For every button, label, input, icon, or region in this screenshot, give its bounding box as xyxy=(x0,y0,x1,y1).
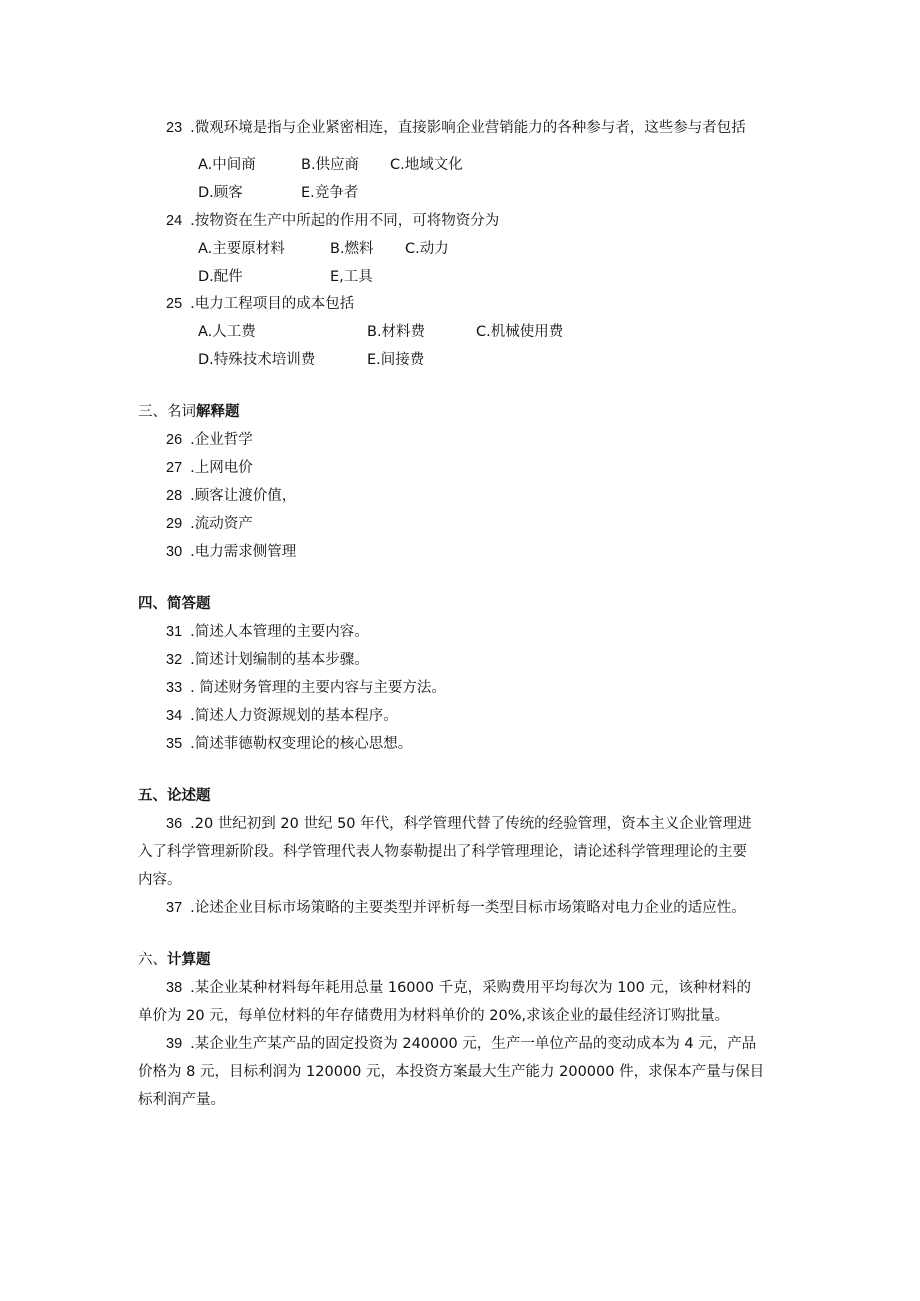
essay-37 xyxy=(166,898,746,918)
calc-39-line3: 标利润产量。 xyxy=(138,1092,225,1108)
question-text: .某企业某种材料每年耗用总量 16000 千克，采购费用平均每次为 100 元，该种材料的 xyxy=(190,980,751,996)
question-text: . 简述财务管理的主要内容与主要方法。 xyxy=(190,680,446,696)
question-number: 33 xyxy=(166,680,183,696)
section-heading-calc xyxy=(138,950,211,970)
question-text: .流动资产 xyxy=(190,516,253,532)
section-heading-essay: 五、论述题 xyxy=(138,788,211,804)
question-number: 30 xyxy=(166,544,183,560)
calc-39-line1 xyxy=(166,1034,756,1054)
term-29 xyxy=(166,514,253,534)
heading-bold: 解释题 xyxy=(196,404,240,420)
question-number: 37 xyxy=(166,900,183,916)
section-heading-short-answer: 四、简答题 xyxy=(138,596,211,612)
term-28 xyxy=(166,486,296,506)
essay-36-line2: 入了科学管理新阶段。科学管理代表人物泰勒提出了科学管理理论，请论述科学管理理论的主要 xyxy=(138,844,747,860)
option-a: A.中间商 xyxy=(198,157,256,173)
question-23 xyxy=(166,118,746,138)
question-text: .上网电价 xyxy=(190,460,253,476)
question-text: .简述计划编制的基本步骤。 xyxy=(190,652,369,668)
calc-38-line1 xyxy=(166,978,751,998)
question-text: .按物资在生产中所起的作用不同，可将物资分为 xyxy=(190,213,500,229)
question-number: 31 xyxy=(166,624,183,640)
option-c: C.地域文化 xyxy=(390,157,463,173)
question-number: 28 xyxy=(166,488,183,504)
option-c: C.机械使用费 xyxy=(476,324,564,340)
short-answer-34 xyxy=(166,706,398,726)
question-number: 38 xyxy=(166,980,183,996)
short-answer-35 xyxy=(166,734,412,754)
question-text: .电力工程项目的成本包括 xyxy=(190,296,355,312)
term-26 xyxy=(166,430,253,450)
calc-38-line2: 单价为 20 元，每单位材料的年存储费用为材料单价的 20%,求该企业的最佳经济订购批量。 xyxy=(138,1008,730,1024)
essay-36-line1 xyxy=(166,814,752,834)
question-number: 26 xyxy=(166,432,183,448)
question-number: 23 xyxy=(166,120,183,136)
option-c: C.动力 xyxy=(405,241,449,257)
question-number: 34 xyxy=(166,708,183,724)
short-answer-31 xyxy=(166,622,369,642)
question-24 xyxy=(166,211,499,231)
question-25 xyxy=(166,294,354,314)
question-number: 39 xyxy=(166,1036,183,1052)
question-number: 27 xyxy=(166,460,183,476)
question-number: 25 xyxy=(166,296,183,312)
option-b: B.材料费 xyxy=(367,324,426,340)
essay-36-line3: 内容。 xyxy=(138,872,182,888)
option-d: D.配件 xyxy=(198,269,243,285)
heading-prefix: 六、 xyxy=(138,952,167,968)
option-b: B.供应商 xyxy=(301,157,360,173)
short-answer-33 xyxy=(166,678,446,698)
option-a: A.主要原材料 xyxy=(198,241,285,257)
option-d: D.顾客 xyxy=(198,185,243,201)
question-number: 29 xyxy=(166,516,183,532)
short-answer-32 xyxy=(166,650,369,670)
question-text: .简述人力资源规划的基本程序。 xyxy=(190,708,398,724)
option-e: E,工具 xyxy=(330,269,373,285)
term-30 xyxy=(166,542,296,562)
question-text: .某企业生产某产品的固定投资为 240000 元，生产一单位产品的变动成本为 4 元，产品 xyxy=(190,1036,757,1052)
question-text: .论述企业目标市场策略的主要类型并评析每一类型目标市场策略对电力企业的适应性。 xyxy=(190,900,746,916)
question-text: .顾客让渡价值， xyxy=(190,488,297,504)
question-text: .微观环境是指与企业紧密相连，直接影响企业营销能力的各种参与者，这些参与者包括 xyxy=(190,120,746,136)
term-27 xyxy=(166,458,253,478)
question-number: 36 xyxy=(166,816,183,832)
option-e: E.间接费 xyxy=(367,352,425,368)
question-text: .简述人本管理的主要内容。 xyxy=(190,624,369,640)
option-d: D.特殊技术培训费 xyxy=(198,352,316,368)
question-text: .电力需求侧管理 xyxy=(190,544,297,560)
calc-39-line2: 价格为 8 元，目标利润为 120000 元，本投资方案最大生产能力 200000 件，求保本产量与保目 xyxy=(138,1064,765,1080)
question-number: 35 xyxy=(166,736,183,752)
heading-bold: 计算题 xyxy=(167,952,211,968)
section-heading-terms xyxy=(138,402,240,422)
question-text: .20 世纪初到 20 世纪 50 年代，科学管理代替了传统的经验管理，资本主义企业管理进 xyxy=(190,816,752,832)
option-e: E.竞争者 xyxy=(301,185,359,201)
question-text: .企业哲学 xyxy=(190,432,253,448)
question-number: 24 xyxy=(166,213,183,229)
option-b: B.燃料 xyxy=(330,241,374,257)
question-number: 32 xyxy=(166,652,183,668)
option-a: A.人工费 xyxy=(198,324,256,340)
heading-prefix: 三、名词 xyxy=(138,404,196,420)
question-text: .简述菲德勒权变理论的核心思想。 xyxy=(190,736,413,752)
